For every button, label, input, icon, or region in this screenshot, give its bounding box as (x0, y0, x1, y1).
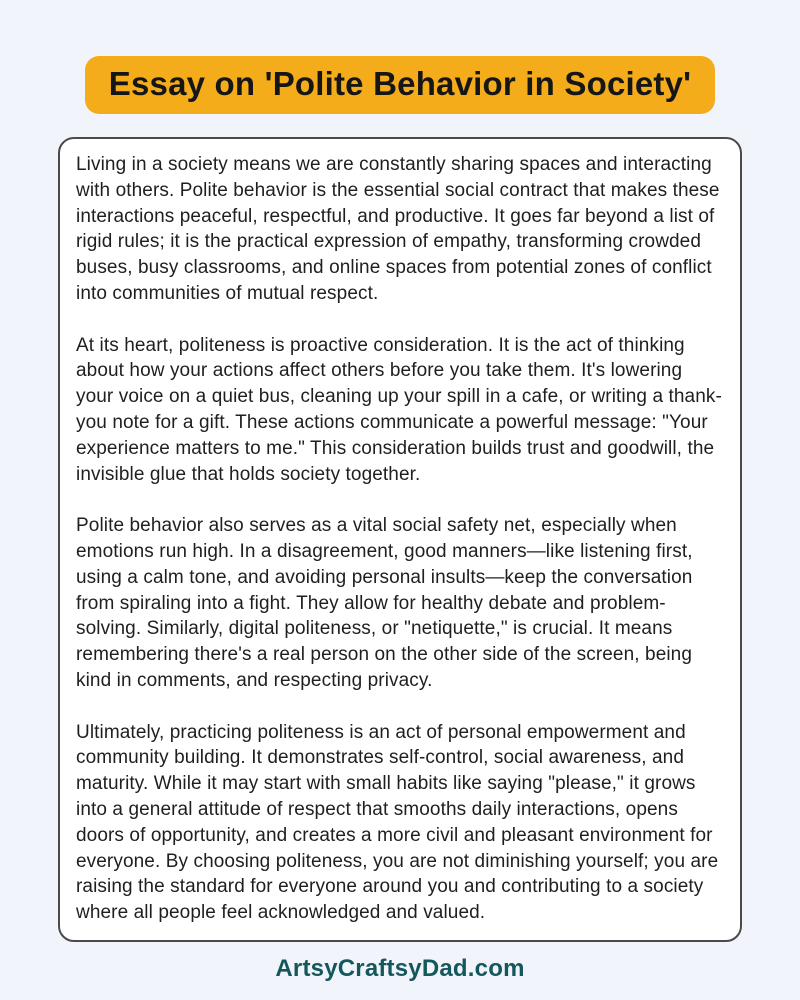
footer (275, 955, 524, 983)
essay-card (58, 137, 742, 942)
essay-title: Essay on 'Polite Behavior in Society' (108, 65, 692, 102)
essay-paragraph-4: Ultimately, practicing politeness is an act of personal empowerment and community building. It demonstrates self-control, social awareness, and maturity. While it may start with small habits like saying "please," it grows into a general attitude of respect that smooths daily interactions, opens doors of opportunity, and creates a more civil and pleasant environment for everyone. By choosing politeness, you are not diminishing yourself; you are raising the standard for everyone around you and contributing to a society where all people feel acknowledged and valued. (76, 721, 719, 924)
essay-paragraph-2: At its heart, politeness is proactive consideration. It is the act of thinking about how your actions affect others before you take them. It's lowering your voice on a quiet bus, cleaning up your spill in a cafe, or writing a thank-you note for a gift. These actions communicate a powerful message: "Your experience matters to me." This consideration builds trust and goodwill, the invisible glue that holds society together. (76, 334, 722, 485)
essay-paragraph-3: Polite behavior also serves as a vital social safety net, especially when emotions run high. In a disagreement, good manners—like listening first, using a calm tone, and avoiding personal insults—keep the conversation from spiraling into a fight. They allow for healthy debate and problem-solving. Similarly, digital politeness, or "netiquette," is crucial. It means remembering there's a real person on the other side of the screen, being kind in comments, and respecting privacy. (76, 515, 693, 691)
essay-paragraph-1: Living in a society means we are constantly sharing spaces and interacting with others. Polite behavior is the essential social contract that makes these interactions peaceful, respectful, and productive. It goes far beyond a list of rigid rules; it is the practical expression of empathy, transforming crowded buses, busy classrooms, and online spaces from potential zones of conflict into communities of mutual respect. (76, 154, 720, 304)
footer-site-name: ArtsyCraftsyDad.com (275, 954, 525, 982)
essay-title-banner (85, 56, 715, 114)
